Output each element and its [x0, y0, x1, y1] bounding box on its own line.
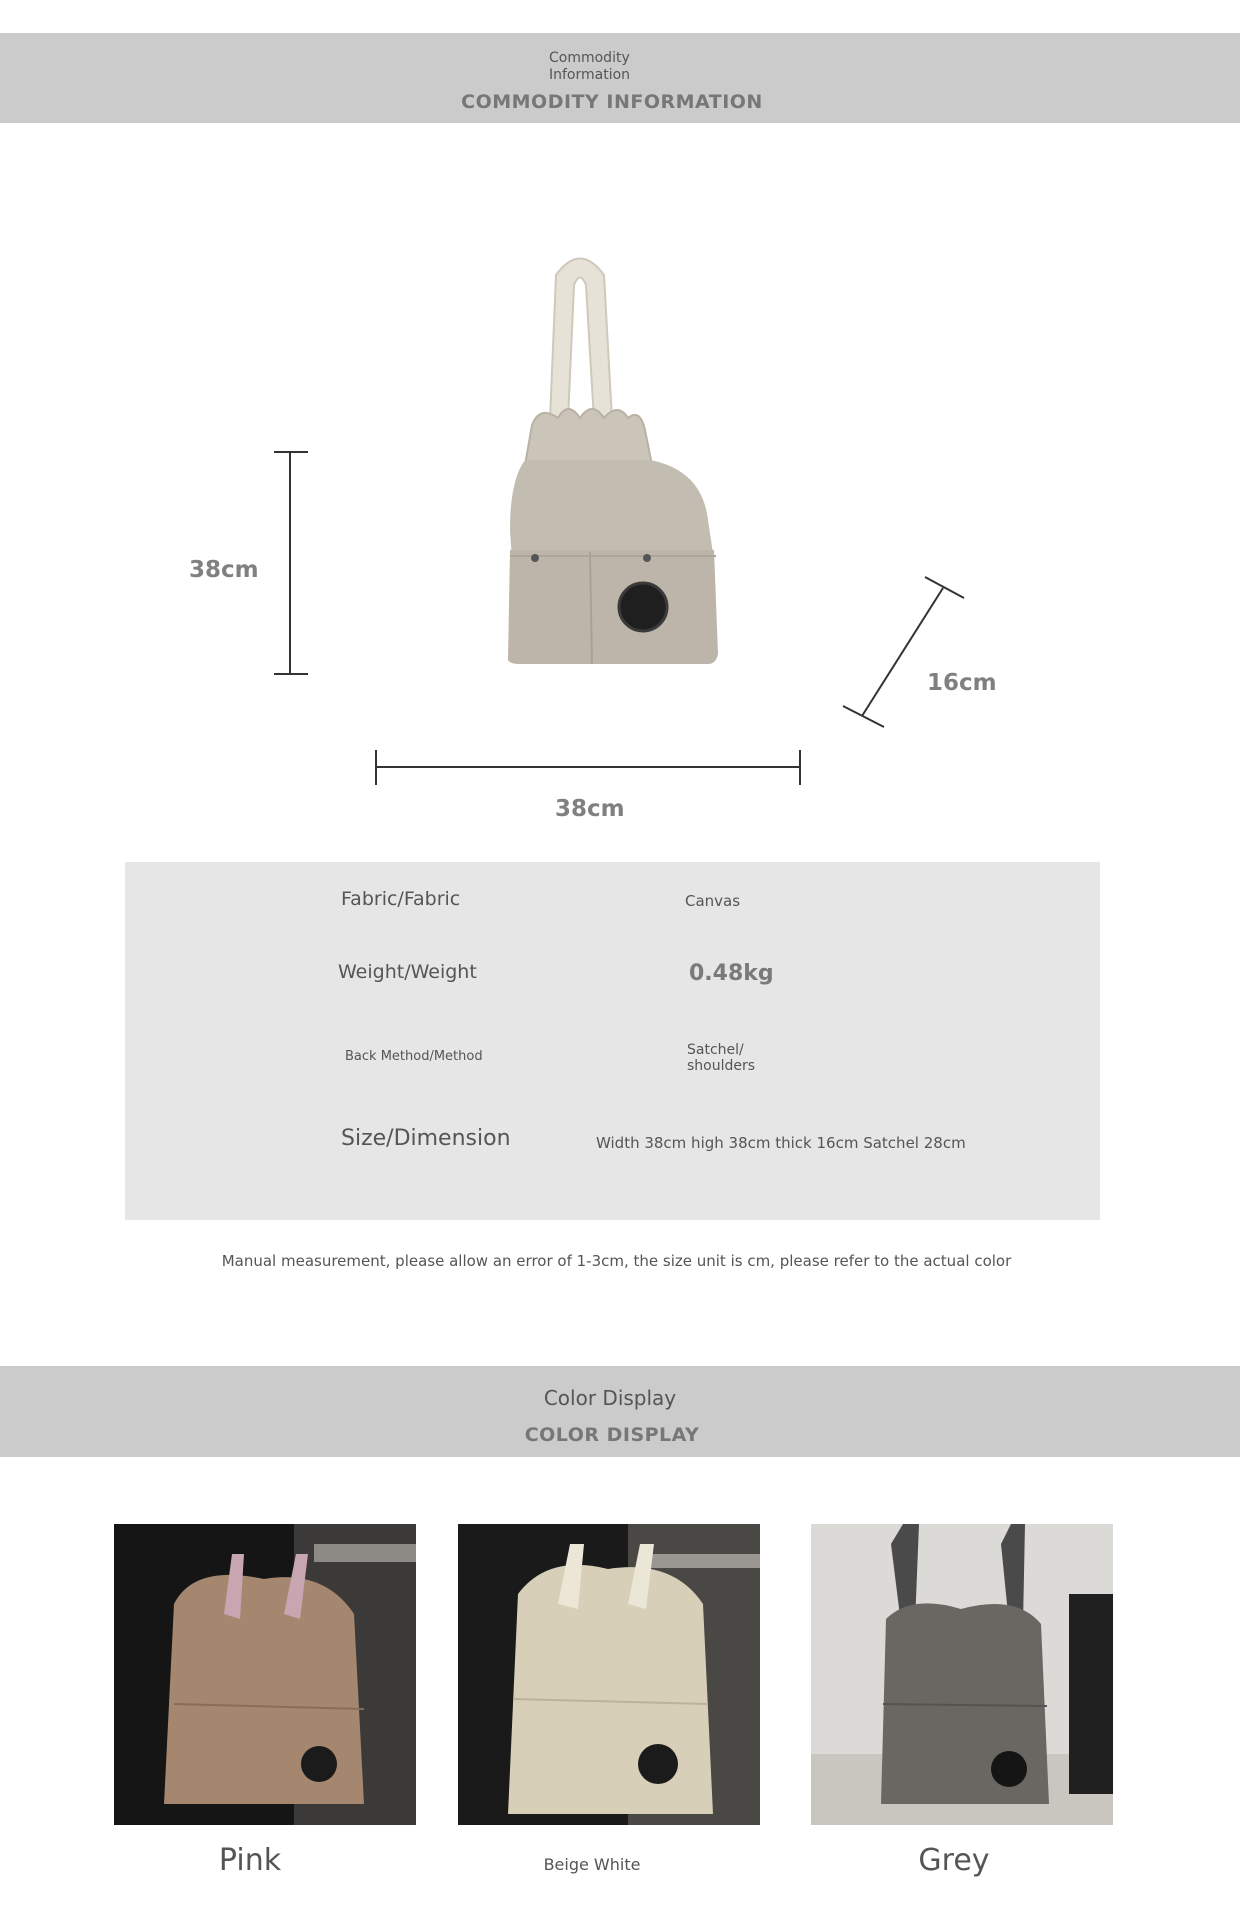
color-swatch-beige-white[interactable] [458, 1524, 760, 1825]
depth-dimension-label: 16cm [927, 670, 997, 696]
width-dimension-label: 38cm [555, 796, 625, 822]
spec-table [125, 862, 1100, 1220]
depth-dimension-line [862, 588, 943, 716]
dimension-lines [0, 0, 1240, 820]
color-label-pink: Pink [218, 1843, 282, 1878]
height-dimension-label: 38cm [189, 557, 259, 583]
method-value-line-1: Satchel/ [687, 1042, 744, 1058]
weight-value: 0.48kg [689, 961, 774, 986]
commodity-info-title: COMMODITY INFORMATION [461, 91, 763, 113]
commodity-info-subtitle: Commodity Information [549, 50, 631, 83]
grey-bag-photo [811, 1524, 1113, 1825]
method-label: Back Method/Method [345, 1049, 483, 1064]
color-display-subtitle: Color Display [543, 1386, 677, 1410]
color-label-grey: Grey [918, 1843, 990, 1878]
method-value-line-2: shoulders [687, 1058, 756, 1074]
color-swatch-pink[interactable] [114, 1524, 416, 1825]
fabric-value: Canvas [685, 892, 741, 910]
color-swatch-grey[interactable] [811, 1524, 1113, 1825]
pink-bag-photo [114, 1524, 416, 1825]
color-label-beige-white: Beige White [543, 1855, 641, 1874]
color-display-title: COLOR DISPLAY [524, 1424, 700, 1446]
size-value: Width 38cm high 38cm thick 16cm Satchel 28cm [596, 1134, 966, 1152]
beige-white-bag-photo [458, 1524, 760, 1825]
measurement-note: Manual measurement, please allow an error of 1-3cm, the size unit is cm, please refer to the actual color [221, 1252, 1012, 1270]
size-label: Size/Dimension [341, 1126, 511, 1151]
weight-label: Weight/Weight [338, 961, 477, 983]
method-value [687, 1042, 755, 1074]
color-display-header [0, 1366, 1240, 1457]
fabric-label: Fabric/Fabric [341, 888, 461, 910]
